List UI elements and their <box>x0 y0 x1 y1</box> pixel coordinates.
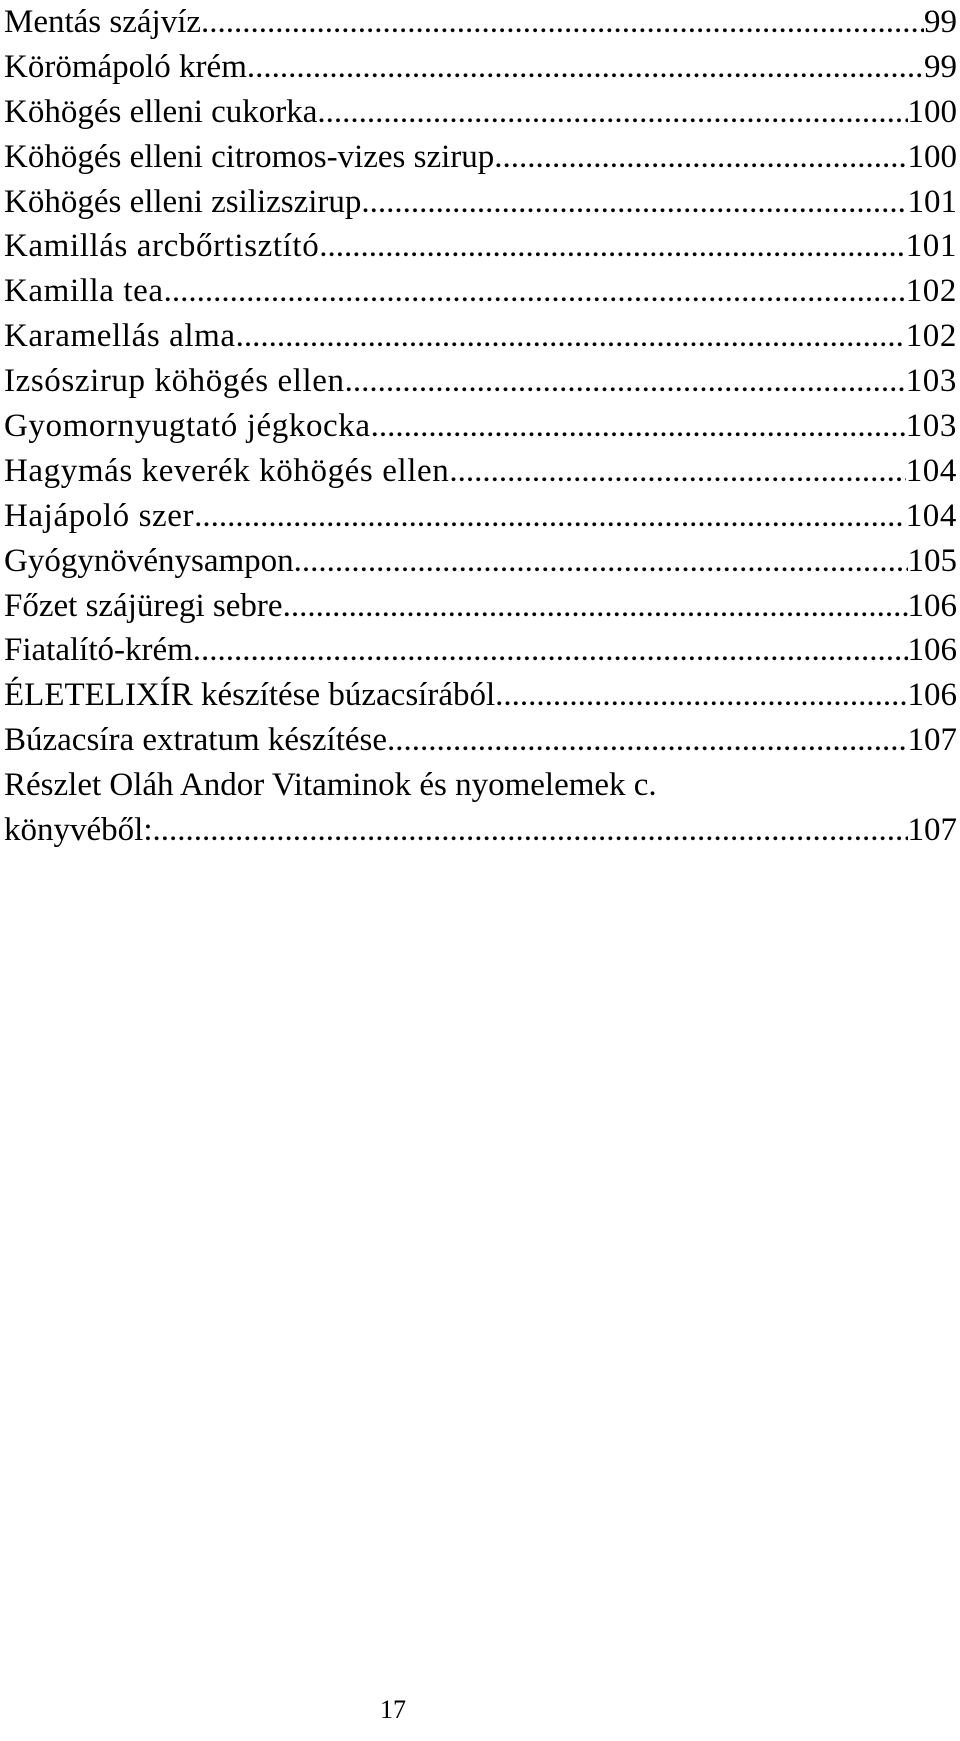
toc-entry-title: Részlet Oláh Andor Vitaminok és nyomelemek c. <box>4 767 657 804</box>
dot-leader <box>283 584 908 629</box>
toc-entry-page: 101 <box>907 183 957 220</box>
toc-entry <box>4 359 957 404</box>
toc-entry-page: 107 <box>907 812 957 849</box>
toc-entry-page: 104 <box>905 452 957 489</box>
toc-entry-title: Gyomornyugtató jégkocka <box>4 408 371 445</box>
toc-entry-page: 106 <box>907 587 957 624</box>
toc-entry-title: Köhögés elleni zsilizszirup. <box>4 183 370 220</box>
dot-leader <box>387 718 908 763</box>
toc-entry <box>4 494 957 539</box>
toc-entry <box>4 269 957 314</box>
toc-entry <box>4 673 957 718</box>
toc-entry-page: 102 <box>905 273 957 310</box>
dot-leader <box>319 224 905 269</box>
toc-entry <box>4 584 957 629</box>
toc-entry <box>4 449 957 494</box>
toc-entry-multiline-last <box>4 808 957 853</box>
toc-entry-title: Főzet szájüregi sebre <box>4 587 283 624</box>
page-number: 17 <box>380 1695 406 1724</box>
toc-entry <box>4 404 957 449</box>
toc-entry <box>4 0 957 45</box>
toc-entry-title: Köhögés elleni citromos-vizes szirup <box>4 138 495 175</box>
toc-entry-page: 105 <box>907 542 957 579</box>
toc-entry <box>4 539 957 584</box>
toc-entry-page: 103 <box>905 408 957 445</box>
dot-leader <box>495 673 907 718</box>
toc-entry <box>4 224 957 269</box>
toc-entry-title: Kamilla tea <box>4 273 164 310</box>
dot-leader <box>494 135 907 180</box>
table-of-contents <box>4 0 957 853</box>
toc-entry <box>4 718 957 763</box>
toc-entry <box>4 314 957 359</box>
toc-entry-page: 101 <box>905 228 957 265</box>
toc-entry-title: Hagymás keverék köhögés ellen <box>4 452 450 489</box>
toc-entry-title-continued: könyvéből: <box>4 812 153 849</box>
dot-leader <box>193 628 908 673</box>
toc-entry <box>4 180 957 225</box>
toc-entry-page: 106 <box>907 632 957 669</box>
toc-entry-page: 103 <box>905 363 957 400</box>
dot-leader <box>371 404 906 449</box>
toc-entry-page: 99 <box>924 4 957 40</box>
toc-entry-title: Karamellás alma <box>4 318 236 355</box>
toc-entry-title: Mentás szájvíz <box>4 4 202 40</box>
toc-entry <box>4 90 957 135</box>
dot-leader <box>194 494 906 539</box>
toc-entry-page: 100 <box>907 93 957 130</box>
toc-entry-page: 104 <box>905 497 957 534</box>
dot-leader <box>345 359 906 404</box>
dot-leader <box>317 90 907 135</box>
toc-entry-title: Köhögés elleni cukorka <box>4 93 318 130</box>
toc-entry-title: ÉLETELIXÍR készítése búzacsírából <box>4 677 496 714</box>
dot-leader <box>247 45 924 90</box>
dot-leader <box>449 449 905 494</box>
toc-entry-page: 106 <box>907 677 957 714</box>
dot-leader <box>152 808 907 853</box>
toc-entry-page: 107 <box>907 722 957 759</box>
toc-entry-title: Kamillás arcbőrtisztító <box>4 228 320 265</box>
dot-leader <box>236 314 906 359</box>
toc-entry-title: Gyógynövénysampon <box>4 542 294 579</box>
toc-entry-page: 100 <box>907 138 957 175</box>
toc-entry <box>4 135 957 180</box>
toc-entry-title: Hajápoló szer <box>4 497 195 534</box>
toc-entry-title: Körömápoló krém <box>4 48 247 85</box>
toc-entry-multiline-first <box>4 763 957 808</box>
toc-entry-title: Izsószirup köhögés ellen <box>4 363 345 400</box>
dot-leader <box>370 180 908 225</box>
dot-leader <box>201 0 924 45</box>
toc-entry <box>4 45 957 90</box>
dot-leader <box>164 269 906 314</box>
toc-entry <box>4 628 957 673</box>
toc-entry-page: 102 <box>905 318 957 355</box>
dot-leader <box>294 539 908 584</box>
toc-entry-title: Fiatalító-krém <box>4 632 193 669</box>
toc-entry-page: 99 <box>924 48 957 85</box>
toc-entry-title: Búzacsíra extratum készítése <box>4 722 387 759</box>
